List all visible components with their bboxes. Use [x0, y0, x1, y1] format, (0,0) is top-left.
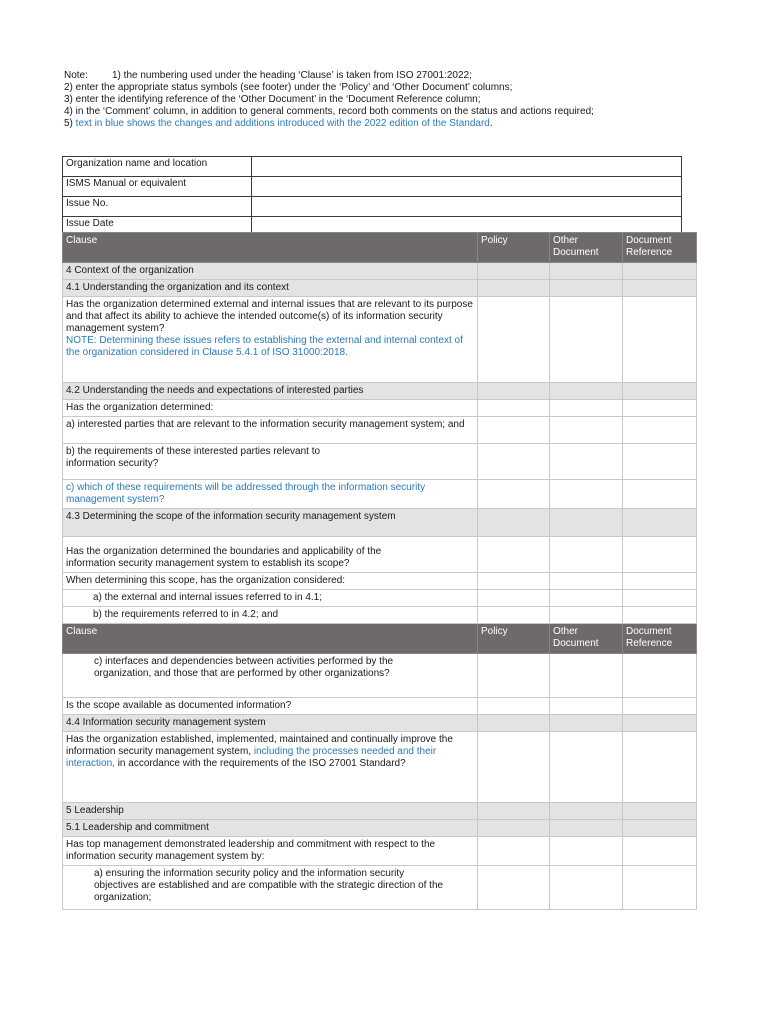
policy-cell[interactable]	[478, 480, 550, 509]
document-reference-cell[interactable]	[623, 698, 697, 715]
document-reference-cell[interactable]	[623, 444, 697, 480]
other-document-cell[interactable]	[550, 537, 623, 573]
policy-cell[interactable]	[478, 607, 550, 624]
other-document-cell[interactable]	[550, 509, 623, 537]
policy-header: Policy	[478, 233, 550, 263]
question-text: Has the organization determined:	[63, 400, 478, 417]
document-reference-cell[interactable]	[623, 297, 697, 383]
other-document-header: Other Document	[550, 233, 623, 263]
issue-date-label: Issue Date	[63, 217, 252, 237]
note-label: Note:	[64, 70, 88, 81]
clause-checklist-table	[62, 232, 697, 910]
other-document-cell[interactable]	[550, 803, 623, 820]
document-reference-cell[interactable]	[623, 280, 697, 297]
policy-cell[interactable]	[478, 866, 550, 910]
clause-note: NOTE: Determining these issues refers to establishing the external and internal context of the organization considered in Clause 5.4.1 of ISO 31000:2018.	[66, 335, 463, 358]
question-text: c) interfaces and dependencies between activities performed by the organization, and those that are performed by other organizations?	[63, 654, 478, 698]
question-row	[63, 607, 697, 624]
section-title: 4 Context of the organization	[63, 263, 478, 280]
isms-manual-label: ISMS Manual or equivalent	[63, 177, 252, 197]
other-document-cell[interactable]	[550, 866, 623, 910]
section-title: 4.4 Information security management system	[63, 715, 478, 732]
section-row	[63, 820, 697, 837]
document-reference-header: Document Reference	[623, 233, 697, 263]
other-document-header: Other Document	[550, 624, 623, 654]
other-document-cell[interactable]	[550, 573, 623, 590]
policy-cell[interactable]	[478, 590, 550, 607]
question-text: Has the organization determined external and internal issues that are relevant to its purpose and that affect its ability to achieve the intended outcome(s) of its information security management system? NOTE: Determining these issues refers to establishing the external and internal context of the organization considered in Clause 5.4.1 of ISO 31000:2018.	[63, 297, 478, 383]
question-text: a) interested parties that are relevant to the information security management system; and	[63, 417, 478, 444]
policy-cell[interactable]	[478, 654, 550, 698]
header-row	[63, 233, 697, 263]
document-reference-header: Document Reference	[623, 624, 697, 654]
other-document-cell[interactable]	[550, 732, 623, 803]
document-reference-cell[interactable]	[623, 480, 697, 509]
document-reference-cell[interactable]	[623, 837, 697, 866]
question-row	[63, 573, 697, 590]
note-line-5: 5) text in blue shows the changes and additions introduced with the 2022 edition of the Standard.	[64, 118, 493, 129]
clause-header: Clause	[63, 233, 478, 263]
question-text: a) the external and internal issues referred to in 4.1;	[63, 590, 478, 607]
question-text: Is the scope available as documented information?	[63, 698, 478, 715]
question-row	[63, 400, 697, 417]
clause-header: Clause	[63, 624, 478, 654]
other-document-cell[interactable]	[550, 698, 623, 715]
question-text: b) the requirements of these interested parties relevant to information security?	[63, 444, 478, 480]
section-title: 4.2 Understanding the needs and expectations of interested parties	[63, 383, 478, 400]
policy-cell[interactable]	[478, 263, 550, 280]
document-reference-cell[interactable]	[623, 607, 697, 624]
document-reference-cell[interactable]	[623, 866, 697, 910]
organization-info-table	[62, 156, 682, 237]
document-reference-cell[interactable]	[623, 590, 697, 607]
document-reference-cell[interactable]	[623, 820, 697, 837]
policy-cell[interactable]	[478, 732, 550, 803]
instructions-notes	[64, 70, 714, 130]
policy-cell[interactable]	[478, 383, 550, 400]
document-reference-cell[interactable]	[623, 803, 697, 820]
question-text: When determining this scope, has the organization considered:	[63, 573, 478, 590]
policy-cell[interactable]	[478, 400, 550, 417]
note-line-2: 2) enter the appropriate status symbols (see footer) under the ‘Policy’ and ‘Other Document’ columns;	[64, 82, 513, 93]
policy-cell[interactable]	[478, 297, 550, 383]
question-row	[63, 537, 697, 573]
document-reference-cell[interactable]	[623, 732, 697, 803]
note-line-1: Note: 1) the numbering used under the heading ‘Clause’ is taken from ISO 27001:2022;	[64, 70, 472, 81]
other-document-cell[interactable]	[550, 444, 623, 480]
other-document-cell[interactable]	[550, 654, 623, 698]
question-row	[63, 698, 697, 715]
other-document-cell[interactable]	[550, 263, 623, 280]
info-row	[63, 177, 682, 197]
policy-cell[interactable]	[478, 803, 550, 820]
section-row	[63, 263, 697, 280]
policy-cell[interactable]	[478, 444, 550, 480]
question-row	[63, 590, 697, 607]
question-row	[63, 480, 697, 509]
question-row	[63, 732, 697, 803]
other-document-cell[interactable]	[550, 417, 623, 444]
other-document-cell[interactable]	[550, 837, 623, 866]
question-row	[63, 837, 697, 866]
section-row	[63, 715, 697, 732]
policy-cell[interactable]	[478, 417, 550, 444]
question-row	[63, 297, 697, 383]
other-document-cell[interactable]	[550, 297, 623, 383]
info-row	[63, 157, 682, 177]
policy-cell[interactable]	[478, 280, 550, 297]
org-name-label: Organization name and location	[63, 157, 252, 177]
header-row-repeat	[63, 624, 697, 654]
document-reference-cell[interactable]	[623, 263, 697, 280]
other-document-cell[interactable]	[550, 590, 623, 607]
section-row	[63, 803, 697, 820]
section-title: 4.3 Determining the scope of the information security management system	[63, 509, 478, 537]
other-document-cell[interactable]	[550, 715, 623, 732]
document-reference-cell[interactable]	[623, 537, 697, 573]
other-document-cell[interactable]	[550, 400, 623, 417]
policy-cell[interactable]	[478, 715, 550, 732]
other-document-cell[interactable]	[550, 607, 623, 624]
section-title: 5.1 Leadership and commitment	[63, 820, 478, 837]
document-reference-cell[interactable]	[623, 400, 697, 417]
section-title: 5 Leadership	[63, 803, 478, 820]
question-text: Has top management demonstrated leadership and commitment with respect to the information security management system by:	[63, 837, 478, 866]
document-reference-cell[interactable]	[623, 715, 697, 732]
other-document-cell[interactable]	[550, 820, 623, 837]
policy-cell[interactable]	[478, 573, 550, 590]
section-row	[63, 383, 697, 400]
section-row	[63, 509, 697, 537]
note-line-4: 4) in the ‘Comment’ column, in addition to general comments, record both comments on the status and actions required;	[64, 106, 594, 117]
policy-cell[interactable]	[478, 820, 550, 837]
issue-no-label: Issue No.	[63, 197, 252, 217]
question-text: Has the organization established, implemented, maintained and continually improve the information security management system, including the processes needed and their interaction, in accordance with the requirements of the ISO 27001 Standard?	[63, 732, 478, 803]
policy-cell[interactable]	[478, 537, 550, 573]
document-reference-cell[interactable]	[623, 573, 697, 590]
policy-header: Policy	[478, 624, 550, 654]
question-text: c) which of these requirements will be addressed through the information security management system?	[63, 480, 478, 509]
policy-cell[interactable]	[478, 837, 550, 866]
document-reference-cell[interactable]	[623, 509, 697, 537]
question-row	[63, 654, 697, 698]
policy-cell[interactable]	[478, 698, 550, 715]
section-title: 4.1 Understanding the organization and its context	[63, 280, 478, 297]
isms-manual-field[interactable]	[252, 177, 682, 197]
question-text: Has the organization determined the boundaries and applicability of the information security management system to establish its scope?	[63, 537, 478, 573]
section-row	[63, 280, 697, 297]
question-row	[63, 444, 697, 480]
document-reference-cell[interactable]	[623, 383, 697, 400]
other-document-cell[interactable]	[550, 280, 623, 297]
issue-no-field[interactable]	[252, 197, 682, 217]
org-name-field[interactable]	[252, 157, 682, 177]
document-reference-cell[interactable]	[623, 417, 697, 444]
document-reference-cell[interactable]	[623, 654, 697, 698]
question-text: b) the requirements referred to in 4.2; and	[63, 607, 478, 624]
question-row	[63, 417, 697, 444]
question-row	[63, 866, 697, 910]
info-row	[63, 197, 682, 217]
policy-cell[interactable]	[478, 509, 550, 537]
other-document-cell[interactable]	[550, 480, 623, 509]
note-line-3: 3) enter the identifying reference of the ‘Other Document’ in the ‘Document Reference column;	[64, 94, 481, 105]
other-document-cell[interactable]	[550, 383, 623, 400]
question-text: a) ensuring the information security policy and the information security objectives are established and are compatible with the strategic direction of the organization;	[63, 866, 478, 910]
